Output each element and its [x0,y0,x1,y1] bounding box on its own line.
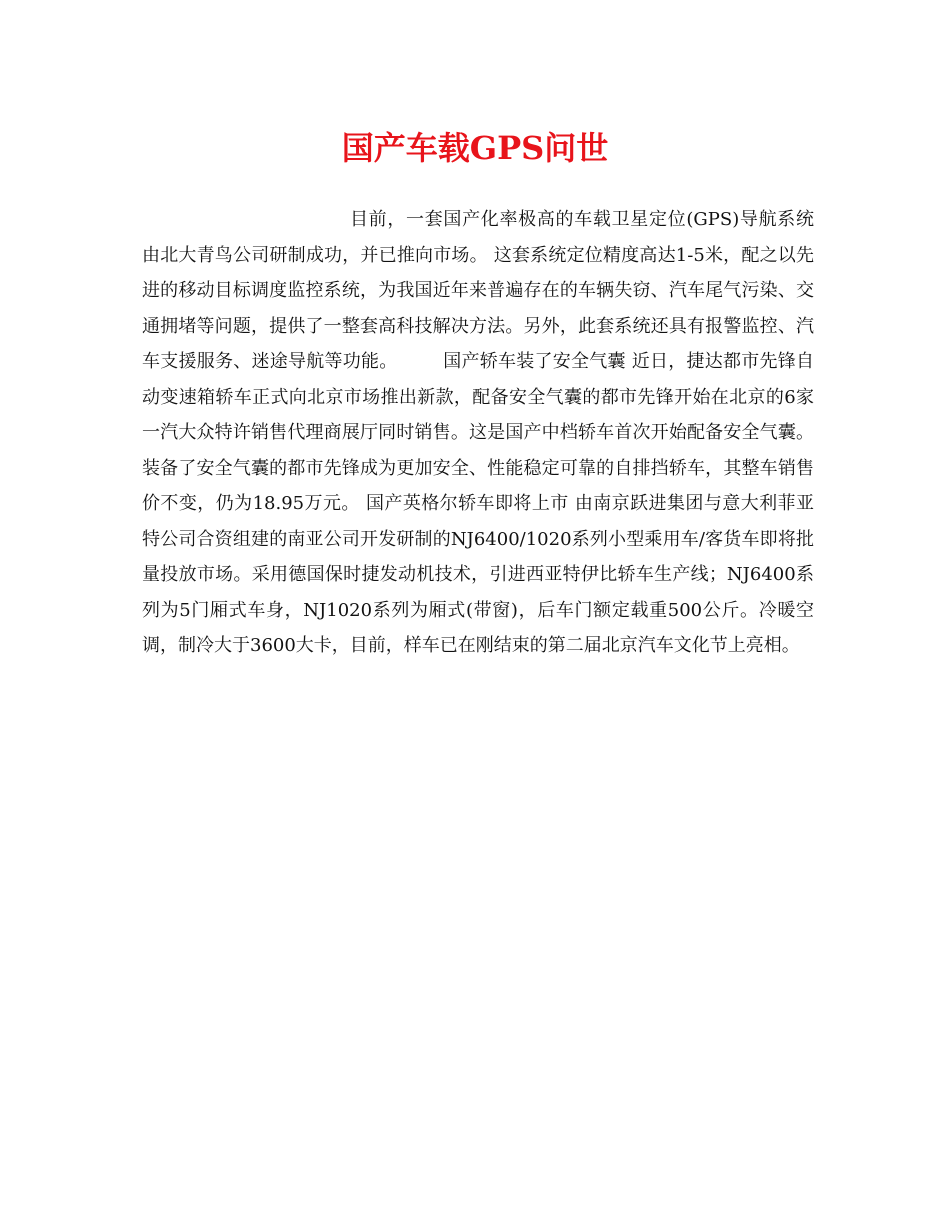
document-body: 目前，一套国产化率极高的车载卫星定位(GPS)导航系统由北大青鸟公司研制成功，并已推向市场。 这套系统定位精度高达1-5米，配之以先进的移动目标调度监控系统，为我国近年来普遍存在的车辆失窃、汽车尾气污染、交通拥堵等问题，提供了一整套高科技解决方法。另外，此套系统还具有报警监控、汽车支援服务、迷途导航等功能。 国产轿车装了安全气囊 近日，捷达都市先锋自动变速箱轿车正式向北京市场推出新款，配备安全气囊的都市先锋开始在北京的6家一汽大众特许销售代理商展厅同时销售。这是国产中档轿车首次开始配备安全气囊。装备了安全气囊的都市先锋成为更加安全、性能稳定可靠的自排挡轿车，其整车销售价不变，仍为18.95万元。 国产英格尔轿车即将上市 由南京跃进集团与意大利菲亚特公司合资组建的南亚公司开发研制的NJ6400/1020系列小型乘用车/客货车即将批量投放市场。采用德国保时捷发动机技术，引进西亚特伊比轿车生产线；NJ6400系列为5门厢式车身，NJ1020系列为厢式(带窗)，后车门额定载重500公斤。冷暖空调，制冷大于3600大卡，目前，样车已在刚结束的第二届北京汽车文化节上亮相。 [142,209,814,656]
document-title: 国产车载GPS问世 [341,129,609,167]
